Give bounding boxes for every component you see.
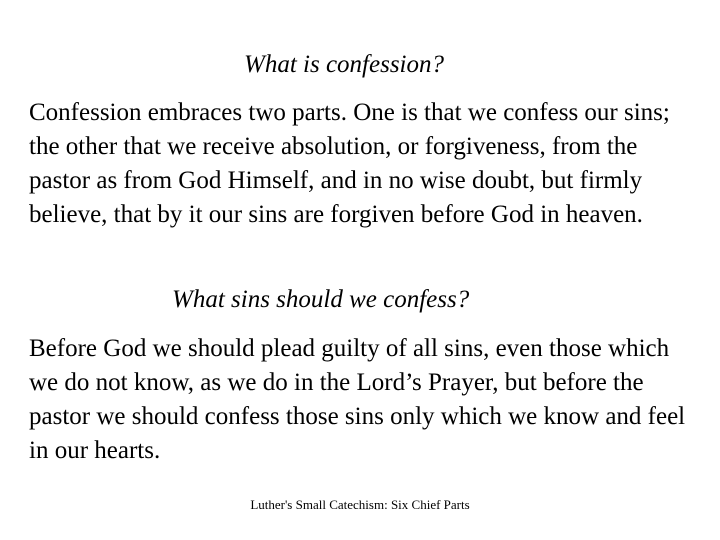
slide-footer: Luther's Small Catechism: Six Chief Parts — [250, 497, 470, 512]
question-heading-confession: What is confession? — [244, 51, 444, 78]
question-heading-sins: What sins should we confess? — [172, 286, 470, 313]
answer-paragraph-sins: Before God we should plead guilty of all sins, even those which we do not know, as we do in the Lord’s Prayer, but before the pastor we should confess those sins only which we know and feel in our hearts. — [29, 335, 686, 464]
answer-paragraph-confession: Confession embraces two parts. One is that we confess our sins; the other that we receive absolution, or forgiveness, from the pastor as from God Himself, and in no wise doubt, but firmly believe, that by it our sins are forgiven before God in heaven. — [29, 99, 670, 228]
